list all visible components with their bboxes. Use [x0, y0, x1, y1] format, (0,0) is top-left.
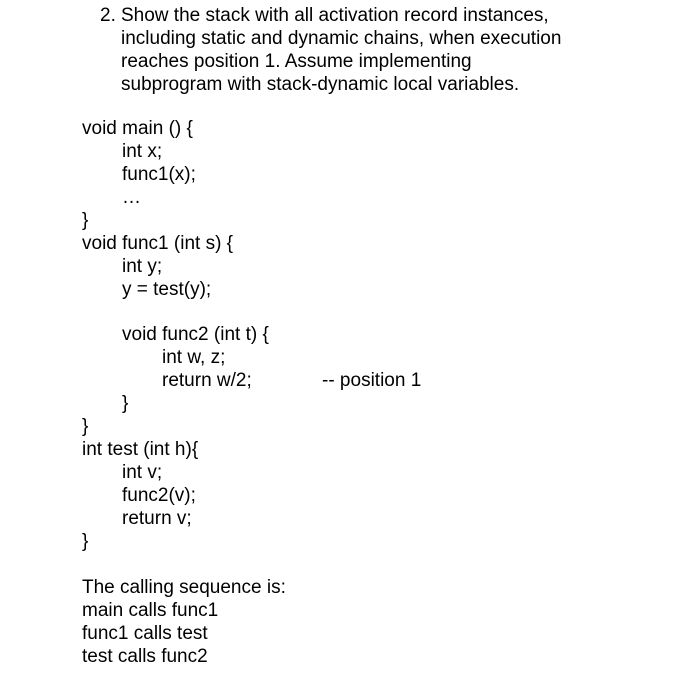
position-comment: -- position 1 [322, 370, 422, 391]
code-line: } [82, 531, 89, 552]
code-line: int y; [122, 256, 163, 277]
call-item: main calls func1 [82, 600, 219, 621]
question-line: Show the stack with all activation record instances, [121, 5, 549, 26]
question-line: reaches position 1. Assume implementing [121, 51, 472, 72]
code-line: } [82, 210, 89, 231]
call-item: test calls func2 [82, 646, 208, 667]
code-line: func1(x); [122, 164, 196, 185]
call-item: func1 calls test [82, 623, 208, 644]
code-line: return v; [122, 508, 192, 529]
code-line: int v; [122, 462, 163, 483]
code-line: func2(v); [122, 485, 196, 506]
code-line: void func2 (int t) { [122, 324, 269, 345]
code-line: return w/2; [162, 370, 252, 391]
code-line: void main () { [82, 118, 193, 139]
question-number: 2. [100, 5, 116, 26]
code-line: int w, z; [162, 347, 226, 368]
code-line: int x; [122, 141, 163, 162]
code-line: void func1 (int s) { [82, 233, 234, 254]
calling-sequence [82, 576, 286, 668]
code-line: y = test(y); [122, 279, 212, 300]
code-line: int test (int h){ [82, 439, 199, 460]
question-line: including static and dynamic chains, when execution [121, 28, 562, 49]
code-line: … [122, 187, 141, 208]
code-line: } [122, 393, 129, 414]
question-line: subprogram with stack-dynamic local variables. [121, 74, 520, 95]
calling-sequence-heading: The calling sequence is: [82, 577, 286, 598]
code-line: } [82, 416, 89, 437]
